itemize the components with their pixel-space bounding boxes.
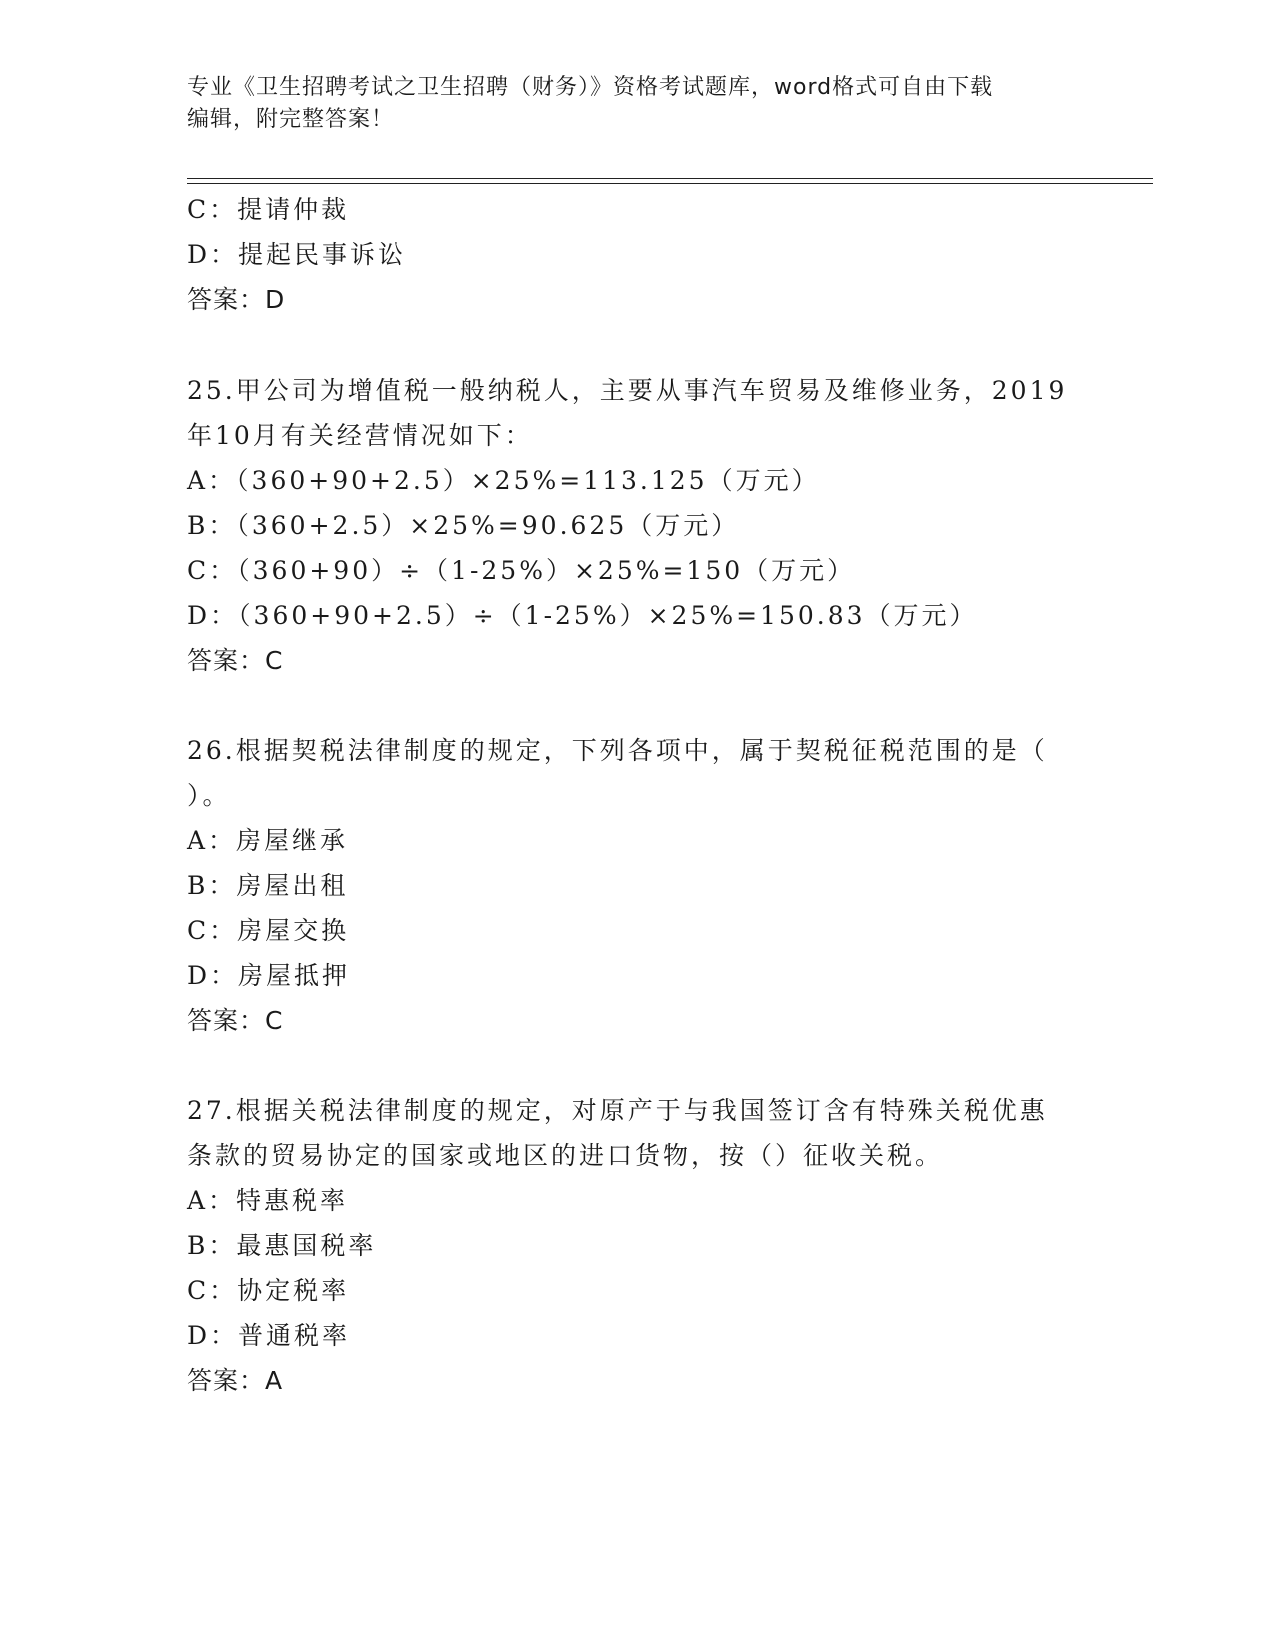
q25-option-d: D：（360+90+2.5）÷（1-25%）×25%=150.83（万元） <box>187 601 978 630</box>
q25-option-c: C：（360+90）÷（1-25%）×25%=150（万元） <box>187 556 856 585</box>
q25-answer: 答案：C <box>187 646 284 675</box>
q26-answer: 答案：C <box>187 1006 284 1035</box>
header-divider-bottom <box>187 183 1153 184</box>
prev-answer: 答案：D <box>187 285 286 314</box>
q27-option-d: D：普通税率 <box>187 1321 351 1350</box>
q27-option-c: C：协定税率 <box>187 1276 350 1305</box>
header-divider-top <box>187 178 1153 179</box>
q25-option-a: A：（360+90+2.5）×25%=113.125（万元） <box>187 466 820 495</box>
q26-option-b: B：房屋出租 <box>187 871 349 900</box>
header-line-1: 专业《卫生招聘考试之卫生招聘（财务）》资格考试题库，word格式可自由下载 <box>187 75 994 100</box>
q25-option-b: B：（360+2.5）×25%=90.625（万元） <box>187 511 740 540</box>
page-header <box>187 72 1067 136</box>
q27-option-b: B：最惠国税率 <box>187 1231 377 1260</box>
q26-text-line-2: ）。 <box>187 781 231 810</box>
q26-option-c: C：房屋交换 <box>187 916 350 945</box>
q26-option-a: A：房屋继承 <box>187 826 349 855</box>
q26-text-line-1: 26.根据契税法律制度的规定，下列各项中，属于契税征税范围的是（ <box>187 736 1048 765</box>
q27-text-line-2: 条款的贸易协定的国家或地区的进口货物，按（）征收关税。 <box>187 1141 944 1170</box>
prev-option-d: D：提起民事诉讼 <box>187 240 407 269</box>
q25-text-line-1: 25.甲公司为增值税一般纳税人，主要从事汽车贸易及维修业务，2019 <box>187 376 1068 405</box>
header-line-2: 编辑，附完整答案！ <box>187 107 395 132</box>
prev-option-c: C：提请仲裁 <box>187 195 350 224</box>
q27-answer: 答案：A <box>187 1366 284 1395</box>
q27-text-line-1: 27.根据关税法律制度的规定，对原产于与我国签订含有特殊关税优惠 <box>187 1096 1048 1125</box>
q25-text-line-2: 年10月有关经营情况如下： <box>187 421 533 450</box>
q26-option-d: D：房屋抵押 <box>187 961 351 990</box>
q27-option-a: A：特惠税率 <box>187 1186 349 1215</box>
